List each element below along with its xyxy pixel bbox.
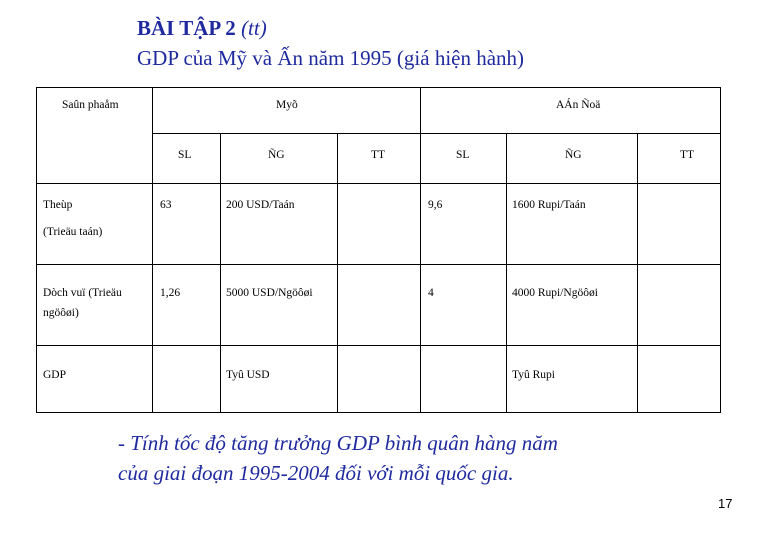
task-line-1: - Tính tốc độ tăng trưởng GDP bình quân hàng năm xyxy=(118,431,558,455)
row-steel-us-sl: 63 xyxy=(160,199,172,211)
row-steel-india-dg: 1600 Rupi/Taán xyxy=(512,199,586,211)
task-line-2: của giai đoạn 1995-2004 đối với mỗi quốc gia. xyxy=(118,461,514,485)
row-gdp-us-dg: Tyû USD xyxy=(226,369,270,381)
row-service-india-dg: 4000 Rupi/Ngöôøi xyxy=(512,287,598,299)
subheader-us-dg: ÑG xyxy=(268,149,285,161)
row-gdp-label: GDP xyxy=(43,369,67,381)
row-service-us-sl: 1,26 xyxy=(160,287,181,299)
task-text xyxy=(118,428,558,488)
subheader-us-tt: TT xyxy=(371,149,386,161)
row-service-unit: ngöôøi) xyxy=(43,307,79,319)
row-steel-unit: (Trieäu taán) xyxy=(43,226,103,238)
row-steel-us-dg: 200 USD/Taán xyxy=(226,199,295,211)
subheader-india-tt: TT xyxy=(680,149,695,161)
header-us: Myõ xyxy=(276,99,298,111)
subheader-india-dg: ÑG xyxy=(565,149,582,161)
exercise-subtitle: GDP của Mỹ và Ấn năm 1995 (giá hiện hành) xyxy=(137,46,525,70)
exercise-title xyxy=(137,16,267,41)
row-service-india-sl: 4 xyxy=(428,287,434,299)
header-india: AÁn Ñoä xyxy=(556,99,601,111)
row-steel-india-sl: 9,6 xyxy=(428,199,443,211)
row-service-us-dg: 5000 USD/Ngöôøi xyxy=(226,287,313,299)
row-steel-label: Theùp xyxy=(43,199,73,211)
row-service-label: Dòch vuï (Trieäu xyxy=(43,287,122,299)
header-product: Saûn phaåm xyxy=(62,99,119,111)
exercise-title-suffix: (tt) xyxy=(241,16,267,40)
exercise-title-main: BÀI TẬP 2 xyxy=(137,16,236,40)
subheader-india-sl: SL xyxy=(456,149,470,161)
subheader-us-sl: SL xyxy=(178,149,192,161)
row-gdp-india-dg: Tyû Rupi xyxy=(512,369,555,381)
page-number: 17 xyxy=(718,496,733,511)
